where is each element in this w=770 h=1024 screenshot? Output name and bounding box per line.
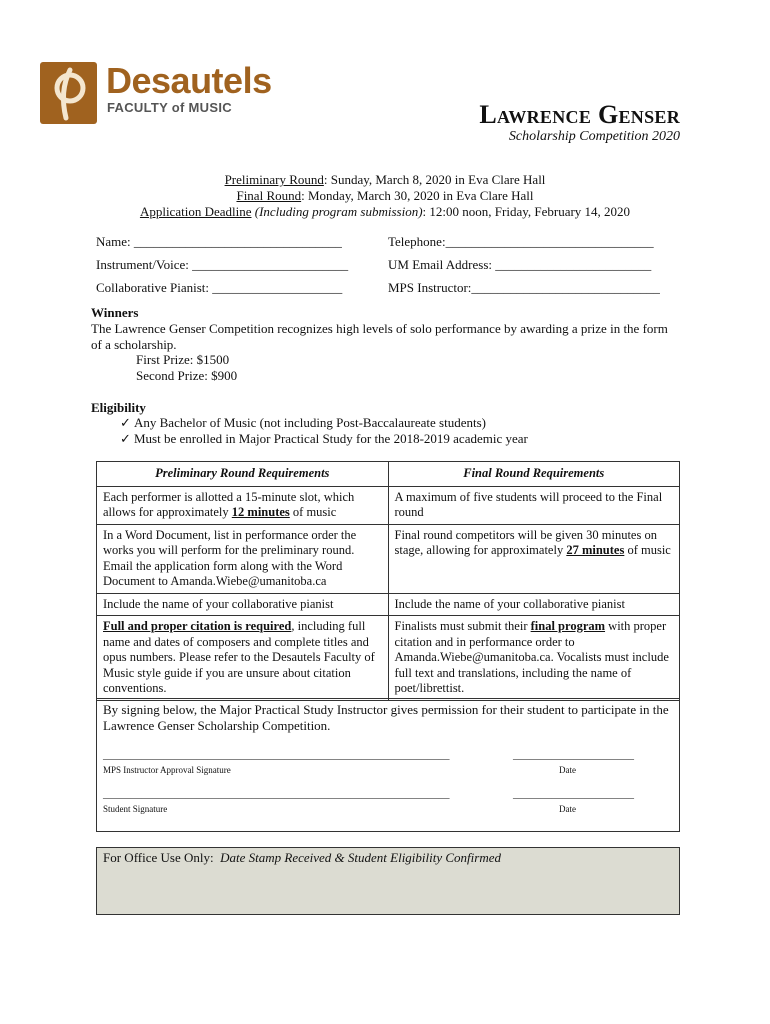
cell-emphasis: 27 minutes	[566, 543, 625, 557]
cell-text: , including full name and dates of composers and complete titles and opus numbers. Please refer to the Desautels Faculty of Music style guide if you are unsure about citation conventions.	[103, 619, 375, 695]
final-text: : Monday, March 30, 2020 in Eva Clare Hall	[301, 188, 534, 203]
treble-clef-logo-icon	[40, 62, 97, 124]
name-field[interactable]: Name: ________________________________	[96, 234, 342, 249]
instructor-signature-line[interactable]: _______________________________________________________________	[103, 749, 450, 761]
faculty-logo	[40, 60, 272, 126]
cell-text: with proper citation and in performance order to Amanda.Wiebe@umanitoba.ca. Vocalists must include full text and translations, including the name of poet/librettist.	[394, 619, 669, 695]
cell-text: Email the application form along with the Word Document to Amanda.Wiebe@umanitoba.ca	[103, 558, 343, 588]
eligibility-heading: Eligibility	[91, 400, 146, 415]
table-cell	[97, 486, 389, 524]
student-signature-label: Student Signature	[103, 804, 168, 814]
pianist-field[interactable]: Collaborative Pianist: ____________________	[96, 280, 343, 295]
table-row	[97, 616, 680, 701]
student-date-label: Date	[559, 804, 576, 814]
page-subtitle: Scholarship Competition 2020	[508, 129, 680, 144]
eligibility-item	[120, 415, 486, 431]
table-cell	[97, 616, 389, 701]
cell-emphasis: 12 minutes	[231, 505, 290, 519]
final-header: Final Round Requirements	[388, 462, 680, 487]
mps-instructor-field[interactable]: MPS Instructor:_____________________________	[388, 280, 660, 295]
winners-line2: of a scholarship.	[91, 337, 177, 352]
eligibility-item	[120, 431, 528, 447]
office-use-box	[96, 847, 680, 915]
cell-text: Final round competitors will be given 30 minutes on stage, allowing for approximately	[394, 527, 657, 557]
cell-text: of music	[624, 543, 671, 557]
final-label: Final Round	[236, 188, 302, 203]
instructor-date-label: Date	[559, 765, 576, 775]
table-header-row	[97, 462, 680, 487]
table-row	[97, 486, 680, 524]
table-cell: Include the name of your collaborative pianist	[97, 593, 389, 616]
logo-name: Desautels	[106, 60, 272, 101]
page-title: Lawrence Genser	[479, 100, 680, 129]
cell-emphasis: Full and proper citation is required	[103, 619, 292, 633]
signature-box	[96, 698, 680, 832]
cell-emphasis: final program	[530, 619, 606, 633]
winners-line1: The Lawrence Genser Competition recognizes high levels of solo performance by awarding a prize in the form	[91, 321, 668, 336]
first-prize: First Prize: $1500	[136, 352, 230, 367]
eligibility-item-text: Must be enrolled in Major Practical Study for the 2018-2019 academic year	[134, 431, 528, 446]
eligibility-item-text: Any Bachelor of Music (not including Post-Baccalaureate students)	[134, 415, 486, 430]
preliminary-round-line	[0, 172, 770, 188]
cell-text: Each performer is allotted a 15-minute slot, which allows for approximately	[103, 489, 355, 519]
instructor-date-line[interactable]: ______________________	[513, 749, 634, 761]
office-label: For Office Use Only:	[103, 850, 214, 865]
second-prize: Second Prize: $900	[136, 368, 238, 383]
cell-text: In a Word Document, list in performance order the works you will perform for the preliminary round.	[103, 527, 357, 557]
student-date-line[interactable]: ______________________	[513, 788, 634, 800]
cell-text: Finalists must submit their	[394, 619, 531, 633]
cell-text: of music	[289, 505, 337, 519]
logo-subtitle: FACULTY of MUSIC	[107, 100, 232, 115]
instructor-signature-label: MPS Instructor Approval Signature	[103, 765, 231, 775]
table-cell: A maximum of five students will proceed to the Final round	[388, 486, 680, 524]
signature-statement: By signing below, the Major Practical Study Instructor gives permission for their student to participate in the Lawrence Genser Scholarship Competition.	[103, 702, 669, 733]
email-field[interactable]: UM Email Address: ________________________	[388, 257, 652, 272]
checkmark-icon: ✓	[120, 431, 131, 446]
requirements-table	[96, 461, 680, 701]
student-signature-line[interactable]: _______________________________________________________________	[103, 788, 450, 800]
prelim-label: Preliminary Round	[224, 172, 324, 187]
instrument-field[interactable]: Instrument/Voice: ________________________	[96, 257, 349, 272]
prelim-header: Preliminary Round Requirements	[97, 462, 389, 487]
table-row	[97, 593, 680, 616]
prelim-text: : Sunday, March 8, 2020 in Eva Clare Hall	[323, 172, 546, 187]
deadline-paren: (Including program submission)	[254, 204, 423, 219]
deadline-line	[0, 204, 770, 220]
office-italic: Date Stamp Received & Student Eligibility Confirmed	[220, 850, 501, 865]
table-cell	[388, 616, 680, 701]
office-use-label	[103, 850, 501, 866]
table-cell	[388, 524, 680, 593]
telephone-field[interactable]: Telephone:________________________________	[388, 234, 654, 249]
deadline-label: Application Deadline	[139, 204, 252, 219]
final-round-line	[0, 188, 770, 204]
table-cell	[97, 524, 389, 593]
deadline-text: : 12:00 noon, Friday, February 14, 2020	[422, 204, 631, 219]
checkmark-icon: ✓	[120, 415, 131, 430]
winners-heading: Winners	[91, 305, 139, 320]
table-cell: Include the name of your collaborative pianist	[388, 593, 680, 616]
table-row	[97, 524, 680, 593]
